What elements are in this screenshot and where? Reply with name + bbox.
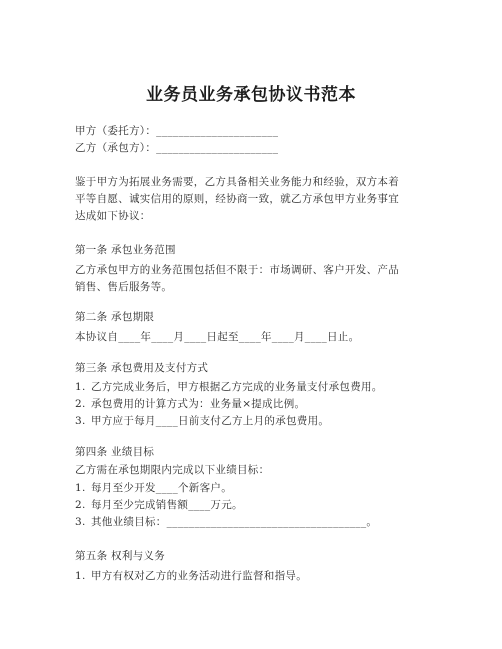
list-item-text: 乙方完成业务后，甲方根据乙方完成的业务量支付承包费用。 xyxy=(91,381,383,393)
list-item-number: 3. xyxy=(75,415,86,427)
list-item xyxy=(75,380,383,394)
list-item xyxy=(75,414,329,428)
section-2-line-1: 本协议自____年____月____日起至____年____月____日止。 xyxy=(75,331,360,343)
document-title: 业务员业务承包协议书范本 xyxy=(146,85,356,105)
list-item-number: 3. xyxy=(75,516,86,528)
party-b-line: 乙方（承包方）：______________________ xyxy=(75,142,279,154)
list-item-number: 2. xyxy=(75,398,86,410)
list-item-number: 1. xyxy=(75,381,86,393)
section-3-heading: 第三条 承包费用及支付方式 xyxy=(75,362,209,374)
list-item xyxy=(75,569,307,583)
intro-line-3: 达成如下协议： xyxy=(75,210,151,222)
section-5-heading: 第五条 权利与义务 xyxy=(75,550,166,562)
list-item-number: 2. xyxy=(75,499,86,511)
list-item-text: 甲方有权对乙方的业务活动进行监督和指导。 xyxy=(91,570,307,582)
list-item-text: 每月至少开发____个新客户。 xyxy=(91,482,232,494)
list-item-text: 承包费用的计算方式为：业务量×提成比例。 xyxy=(91,398,306,410)
intro-line-1: 鉴于甲方为拓展业务需要，乙方具备相关业务能力和经验，双方本着 xyxy=(75,176,399,188)
section-1-heading: 第一条 承包业务范围 xyxy=(75,244,176,256)
section-2-heading: 第二条 承包期限 xyxy=(75,311,155,323)
section-1-line-1: 乙方承包甲方的业务范围包括但不限于：市场调研、客户开发、产品 xyxy=(75,264,399,276)
list-item-text: 其他业绩目标：____________________________________。 xyxy=(91,516,378,528)
intro-line-2: 平等自愿、诚实信用的原则，经协商一致，就乙方承包甲方业务事宜 xyxy=(75,193,399,205)
list-item xyxy=(75,498,243,512)
list-item-text: 甲方应于每月____日前支付乙方上月的承包费用。 xyxy=(91,415,330,427)
section-1-line-2: 销售、售后服务等。 xyxy=(75,281,173,293)
party-a-line: 甲方（委托方）：______________________ xyxy=(75,125,279,137)
list-item-number: 1. xyxy=(75,482,86,494)
list-item xyxy=(75,515,377,529)
list-item-number: 1. xyxy=(75,570,86,582)
section-4-heading: 第四条 业绩目标 xyxy=(75,446,155,458)
section-4-line-1: 乙方需在承包期限内完成以下业绩目标： xyxy=(75,464,270,476)
list-item xyxy=(75,397,305,411)
list-item-text: 每月至少完成销售额____万元。 xyxy=(91,499,243,511)
list-item xyxy=(75,481,232,495)
